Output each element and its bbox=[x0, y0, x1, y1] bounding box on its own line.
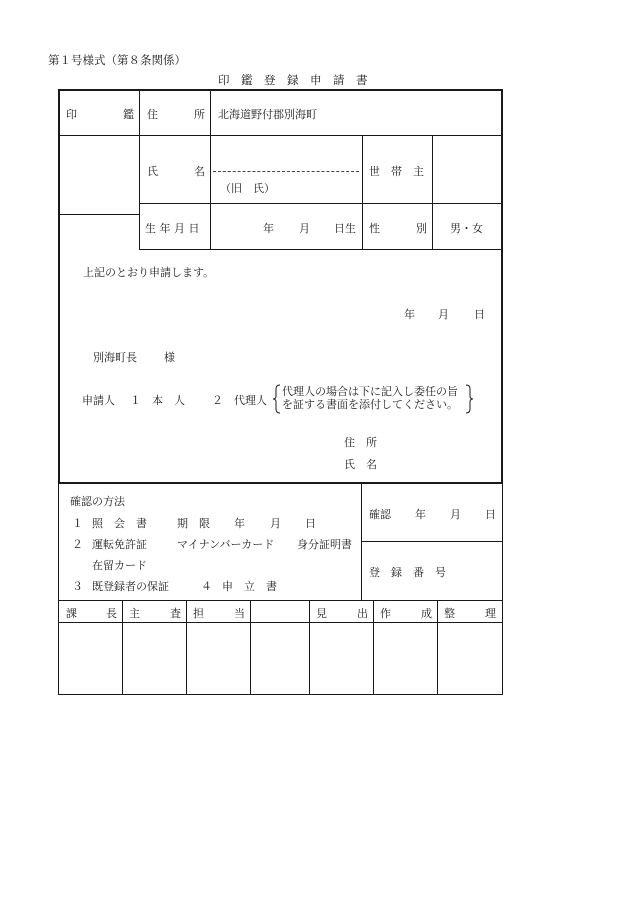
verification-drivers-license[interactable]: 運転免許証 bbox=[92, 538, 147, 551]
applicant-address-label: 住 所 bbox=[344, 436, 377, 449]
verification-guarantor[interactable]: 既登録者の保証 bbox=[92, 580, 169, 593]
form-number: 第１号様式（第８条関係） bbox=[48, 53, 186, 67]
registration-number-label: 登 録 番 号 bbox=[369, 566, 446, 579]
address-label: 住 所 bbox=[147, 108, 205, 121]
seal-label: 印 鑑 bbox=[66, 108, 134, 121]
household-head-label: 世 帯 主 bbox=[369, 165, 424, 178]
birth-month-label: 月 bbox=[299, 222, 310, 235]
date-month-label: 月 bbox=[438, 308, 449, 321]
confirmation-year: 年 bbox=[415, 508, 426, 521]
verification-period-year: 年 bbox=[234, 517, 245, 530]
verification-id-certificate[interactable]: 身分証明書 bbox=[297, 538, 352, 551]
verification-item4-number: ４ bbox=[201, 580, 212, 593]
gender-value[interactable]: 男・女 bbox=[450, 222, 483, 235]
name-divider bbox=[213, 171, 359, 172]
addressee-name: 別海町長 bbox=[93, 351, 137, 364]
applicant-option2-label[interactable]: 代理人 bbox=[234, 394, 267, 407]
verification-item2-number: ２ bbox=[72, 538, 83, 551]
address-value[interactable]: 北海道野付郡別海町 bbox=[218, 108, 317, 121]
office-col-filed: 整 理 bbox=[444, 607, 496, 620]
gender-label: 性 別 bbox=[369, 222, 427, 235]
office-col-section-chief: 課 長 bbox=[66, 607, 117, 620]
verification-my-number-card[interactable]: マイナンバーカード bbox=[177, 538, 275, 551]
applicant-option1-label[interactable]: 本 人 bbox=[152, 394, 185, 407]
office-col-inspector: 主 査 bbox=[129, 607, 181, 620]
verification-period-month: 月 bbox=[270, 517, 281, 530]
proxy-note: 代理人の場合は下に記入し委任の旨 を証する書面を添付してください。 bbox=[282, 385, 458, 411]
applicant-label: 申請人 bbox=[82, 394, 115, 407]
office-col-staff: 担 当 bbox=[193, 607, 245, 620]
date-year-label: 年 bbox=[404, 308, 415, 321]
birthdate-label: 生 年 月 日 bbox=[145, 222, 200, 235]
verification-period-day: 日 bbox=[305, 517, 316, 530]
upper-box-top bbox=[58, 89, 503, 91]
upper-box-bottom bbox=[58, 482, 503, 484]
verification-residence-card[interactable]: 在留カード bbox=[92, 559, 147, 572]
applicant-option1-number: １ bbox=[130, 394, 141, 407]
addressee-honorific: 様 bbox=[164, 351, 175, 364]
verification-title: 確認の方法 bbox=[70, 495, 125, 508]
name-label: 氏 名 bbox=[147, 165, 205, 178]
confirmation-day: 日 bbox=[485, 508, 496, 521]
verification-period-label: 期 限 bbox=[177, 517, 210, 530]
date-day-label: 日 bbox=[474, 308, 485, 321]
right-brace-icon bbox=[464, 384, 474, 414]
applicant-option2-number: ２ bbox=[212, 394, 223, 407]
office-col-prepared: 作 成 bbox=[380, 607, 432, 620]
confirmation-label: 確認 bbox=[369, 508, 391, 521]
verification-item1-number: １ bbox=[72, 517, 83, 530]
upper-box-left bbox=[58, 89, 60, 484]
upper-box-right bbox=[501, 89, 503, 484]
verification-item1-label[interactable]: 照 会 書 bbox=[92, 517, 147, 530]
page-title: 印 鑑 登 録 申 請 書 bbox=[218, 73, 368, 87]
left-brace-icon bbox=[272, 384, 282, 414]
verification-declaration[interactable]: 申 立 書 bbox=[222, 580, 277, 593]
verification-item3-number: ３ bbox=[72, 580, 83, 593]
applicant-name-label: 氏 名 bbox=[344, 458, 377, 471]
statement-text: 上記のとおり申請します。 bbox=[83, 266, 215, 279]
former-name-label[interactable]: （旧 氏） bbox=[220, 182, 275, 195]
birth-year-label: 年 bbox=[263, 222, 274, 235]
birth-day-label: 日生 bbox=[334, 222, 356, 235]
office-col-index: 見 出 bbox=[316, 607, 368, 620]
confirmation-month: 月 bbox=[450, 508, 461, 521]
